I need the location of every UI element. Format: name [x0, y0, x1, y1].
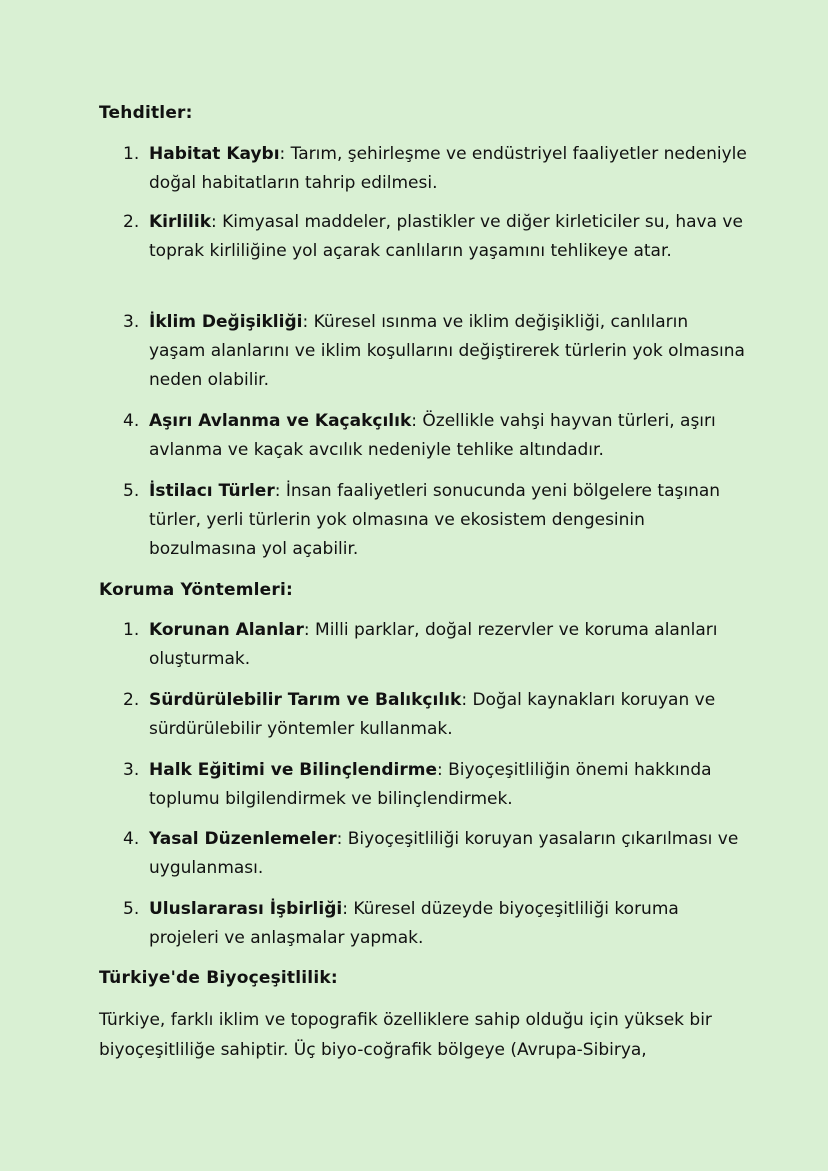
list-item [0, 616, 749, 674]
item-number: 2. [123, 690, 140, 710]
item-title: Yasal Düzenlemeler [149, 829, 337, 849]
list-item [0, 756, 749, 814]
item-title: Halk Eğitimi ve Bilinçlendirme [149, 760, 438, 780]
protection-heading: Koruma Yöntemleri: [99, 580, 294, 600]
item-number: 2. [123, 212, 140, 232]
item-description: : Tarım, şehirleşme ve endüstriyel faaliyetler nedeniyle doğal habitatların tahrip edilmesi. [149, 144, 747, 193]
turkey-paragraph: Türkiye, farklı iklim ve topografik özelliklere sahip olduğu için yüksek bir biyoçeşitliliğe sahiptir. Üç biyo-coğrafik bölgeye (Avrupa-Sibirya, [99, 1010, 712, 1060]
item-title: Korunan Alanlar [149, 620, 304, 640]
list-item [0, 686, 749, 744]
item-text [149, 477, 749, 564]
item-text [149, 407, 749, 465]
list-item [0, 407, 749, 465]
item-description: : İnsan faaliyetleri sonucunda yeni bölgelere taşınan türler, yerli türlerin yok olmasına ve ekosistem dengesinin bozulmasına yol açabilir. [149, 481, 721, 559]
item-description: : Biyoçeşitliliği koruyan yasaların çıkarılması ve uygulanması. [149, 829, 739, 878]
item-text [149, 825, 749, 883]
item-number: 4. [123, 829, 140, 849]
item-text [149, 616, 749, 674]
item-text [149, 895, 749, 953]
item-description: : Özellikle vahşi hayvan türleri, aşırı avlanma ve kaçak avcılık nedeniyle tehlike altındadır. [149, 411, 716, 460]
item-number: 5. [123, 899, 140, 919]
item-number: 4. [123, 411, 140, 431]
item-title: Sürdürülebilir Tarım ve Balıkçılık [149, 690, 462, 710]
item-description: : Küresel düzeyde biyoçeşitliliği koruma projeleri ve anlaşmalar yapmak. [149, 899, 679, 948]
list-item [0, 140, 749, 198]
list-item [0, 895, 749, 953]
item-text [149, 140, 749, 198]
item-text [149, 208, 749, 266]
list-item [0, 477, 749, 564]
list-item [0, 825, 749, 883]
item-number: 5. [123, 481, 140, 501]
item-title: İklim Değişikliği [149, 312, 303, 332]
item-number: 1. [123, 144, 140, 164]
turkey-biodiversity-heading: Türkiye'de Biyoçeşitlilik: [99, 968, 338, 988]
item-number: 3. [123, 312, 140, 332]
item-description: : Biyoçeşitliliğin önemi hakkında toplumu bilgilendirmek ve bilinçlendirmek. [149, 760, 712, 809]
list-item [0, 208, 749, 266]
list-item [0, 308, 749, 395]
item-title: Kirlilik [149, 212, 211, 232]
item-description: : Küresel ısınma ve iklim değişikliği, canlıların yaşam alanlarını ve iklim koşullarını değiştirerek türlerin yok olmasına neden olabilir. [149, 312, 745, 390]
item-text [149, 308, 749, 395]
item-description: : Milli parklar, doğal rezervler ve koruma alanları oluşturmak. [149, 620, 718, 669]
item-description: : Kimyasal maddeler, plastikler ve diğer kirleticiler su, hava ve toprak kirliliğine yol açarak canlıların yaşamını tehlikeye atar. [149, 212, 743, 261]
item-number: 3. [123, 760, 140, 780]
item-title: Aşırı Avlanma ve Kaçakçılık [149, 411, 412, 431]
item-text [149, 686, 749, 744]
item-title: Habitat Kaybı [149, 144, 280, 164]
item-number: 1. [123, 620, 140, 640]
item-description: : Doğal kaynakları koruyan ve sürdürülebilir yöntemler kullanmak. [149, 690, 716, 739]
item-text [149, 756, 749, 814]
item-title: İstilacı Türler [149, 481, 275, 501]
threats-heading: Tehditler: [99, 103, 193, 123]
item-title: Uluslararası İşbirliği [149, 899, 343, 919]
